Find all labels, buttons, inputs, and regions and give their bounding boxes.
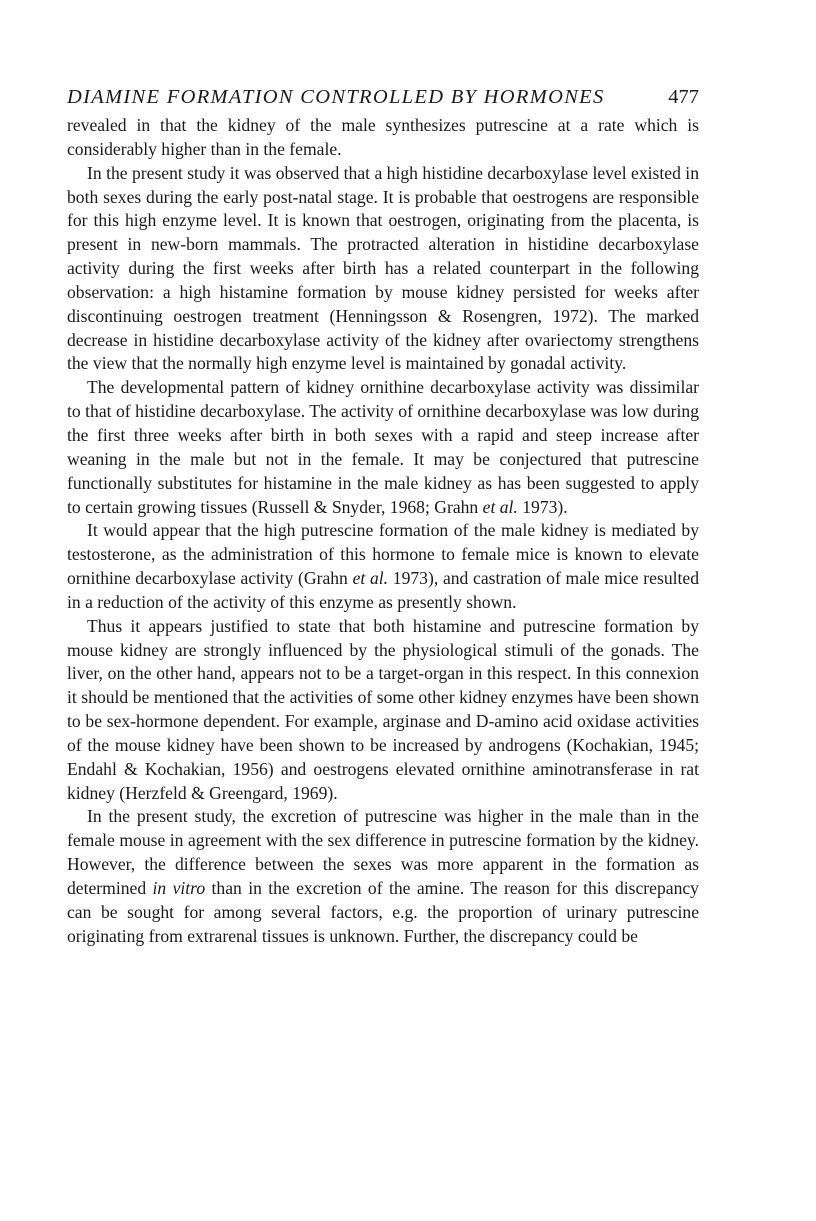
- italic-text: et al.: [352, 568, 389, 589]
- paragraph: [67, 519, 699, 614]
- text-run: 1973).: [517, 496, 568, 517]
- text-run: than in the excretion of the amine. The reason for this discrepancy can be sought for among several factors, e.g. the proportion of urinary putrescine originating from extrarenal tissues is unknown. Further, the discrepancy could be: [67, 878, 699, 946]
- text-run: -amino acid oxidase activities of the mouse kidney have been shown to be increased by androgens (Kochakian, 1945; Endahl & Kochakian, 1956) and oestrogens elevated ornithine aminotransferase in rat kidney (Herzfeld & Greengard, 1969).: [67, 711, 699, 803]
- paragraph: [67, 805, 699, 948]
- page-number: 477: [668, 86, 699, 108]
- running-header: [67, 84, 699, 114]
- journal-page: [67, 84, 699, 949]
- text-run: Thus it appears justified to state that both histamine and putrescine formation by mouse kidney are strongly influenced by the physiological stimuli of the gonads. The liver, on the other hand, appears not to be a target-organ in this respect. In this connexion it should be mentioned that the activities of some other kidney enzymes have been shown to be sex-hormone dependent. For example, arginase and: [67, 615, 699, 732]
- paragraph: [67, 376, 699, 519]
- text-run: revealed in that the kidney of the male synthesizes putrescine at a rate which is considerably higher than in the female.: [67, 115, 699, 159]
- text-run: 1973), and castration of male mice resulted in a reduction of the activity of this enzyme as presently shown.: [67, 568, 700, 612]
- paragraph: [67, 114, 699, 162]
- body-text: [67, 114, 699, 949]
- italic-text: et al.: [482, 496, 518, 517]
- text-run: The developmental pattern of kidney ornithine decarboxylase activity was dissimilar to that of histidine decarboxylase. The activity of ornithine decarboxylase was low during the first three weeks after birth in both sexes with a rapid and steep increase after weaning in the male but not in the female. It may be conjectured that putrescine functionally substitutes for histamine in the male kidney as has been suggested to apply to certain growing tissues (Russell & Snyder, 1968; Grahn: [67, 377, 699, 517]
- paragraph: [67, 162, 699, 377]
- paragraph: [67, 615, 699, 806]
- text-run: In the present study it was observed that a high histidine decarboxylase level existed in both sexes during the early post-natal stage. It is probable that oestrogens are responsible for this high enzyme level. It is known that oestrogen, originating from the placenta, is present in new-born mammals. The protracted alteration in histidine decarboxylase activity during the first weeks after birth has a related counterpart in the following observation: a high histamine formation by mouse kidney persisted for weeks after discontinuing oestrogen treatment (Henningsson & Rosengren, 1972). The marked decrease in histidine decarboxylase activity of the kidney after ovariectomy strengthens the view that the normally high enzyme level is maintained by gonadal activity.: [67, 162, 699, 374]
- text-run: In the present study, the excretion of putrescine was higher in the male than in the female mouse in agreement with the sex difference in putrescine formation by the kidney. However, the difference between the sexes was more apparent in the formation as determined: [67, 806, 699, 898]
- running-title: DIAMINE FORMATION CONTROLLED BY HORMONES: [67, 86, 605, 108]
- italic-text: in vitro: [152, 878, 206, 898]
- small-caps-text: D: [475, 711, 489, 732]
- text-run: It would appear that the high putrescine formation of the male kidney is mediated by testosterone, as the administration of this hormone to female mice is known to elevate ornithine decarboxylase activity (Grahn: [67, 520, 699, 589]
